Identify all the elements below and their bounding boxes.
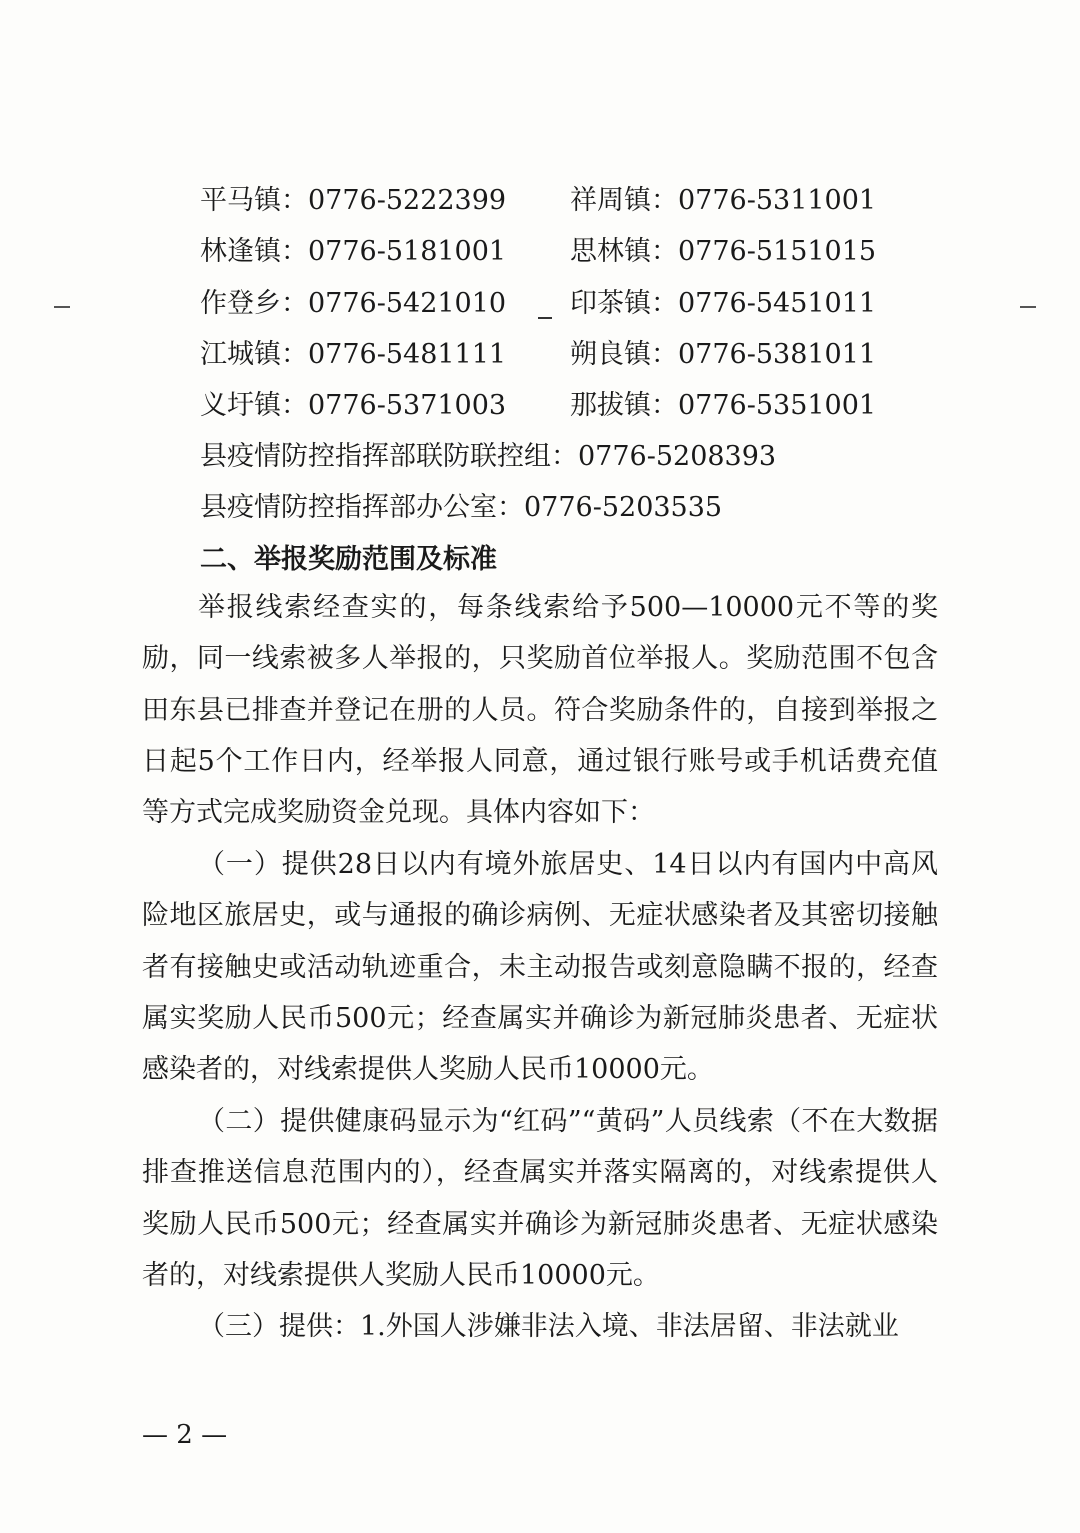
town-name: 印茶镇 [570, 287, 651, 319]
command-label: 县疫情防控指挥部办公室 [200, 492, 497, 523]
contact-entry: 印茶镇：0776-5451011 [570, 287, 877, 319]
town-name: 义圩镇 [200, 390, 281, 422]
phone-number: 0776-5371003 [308, 390, 507, 422]
town-contact-list [200, 178, 920, 434]
phone-number: 0776-5203535 [524, 492, 723, 523]
phone-number: 0776-5421010 [308, 287, 507, 319]
body-paragraph: （三）提供：1.外国人涉嫌非法入境、非法居留、非法就业 [198, 1311, 899, 1342]
phone-number: 0776-5351001 [678, 390, 877, 422]
body-paragraph: （一）提供28日以内有境外旅居史、14日以内有国内中高风险地区旅居史，或与通报的确诊病例、无症状感染者及其密切接触者有接触史或活动轨迹重合，未主动报告或刻意隐瞒不报的，经查属实奖励人民币500元；经查属实并确诊为新冠肺炎患者、无症状感染者的，对线索提供人奖励人民币10000元。 [142, 849, 938, 1086]
contact-row [200, 383, 920, 434]
right-margin-mark [1020, 306, 1036, 308]
town-name: 林逢镇 [200, 236, 281, 268]
phone-number: 0776-5222399 [308, 185, 507, 216]
town-name: 祥周镇 [570, 185, 651, 216]
contact-entry: 林逢镇：0776-5181001 [200, 236, 507, 268]
body-paragraph: （二）提供健康码显示为“红码”“黄码”人员线索（不在大数据排查推送信息范围内的），经查属实并落实隔离的，对线索提供人奖励人民币500元；经查属实并确诊为新冠肺炎患者、无症状感染者的，对线索提供人奖励人民币10000元。 [142, 1106, 938, 1291]
command-label: 县疫情防控指挥部联防联控组 [200, 441, 551, 472]
contact-entry: 江城镇：0776-5481111 [200, 338, 507, 370]
phone-number: 0776-5151015 [678, 236, 877, 268]
contact-entry: 朔良镇：0776-5381011 [570, 338, 877, 370]
command-contact-line: 县疫情防控指挥部联防联控组：0776-5208393 [200, 441, 777, 472]
inline-margin-mark [538, 317, 552, 319]
phone-number: 0776-5481111 [308, 338, 507, 370]
phone-number: 0776-5451011 [678, 287, 877, 319]
left-margin-mark [54, 306, 70, 308]
contact-entry: 平马镇：0776-5222399 [200, 185, 507, 216]
contact-entry: 思林镇：0776-5151015 [570, 236, 877, 268]
contact-row [200, 178, 920, 229]
section-heading: 二、举报奖励范围及标准 [200, 544, 497, 575]
contact-entry: 作登乡：0776-5421010 [200, 287, 507, 319]
command-contact-line: 县疫情防控指挥部办公室：0776-5203535 [200, 492, 723, 523]
contact-row [200, 229, 920, 280]
town-name: 那拔镇 [570, 390, 651, 422]
town-name: 江城镇 [200, 338, 281, 370]
contact-entry: 那拔镇：0776-5351001 [570, 390, 877, 422]
town-name: 朔良镇 [570, 338, 651, 370]
phone-number: 0776-5208393 [578, 441, 777, 472]
contact-row [200, 332, 920, 383]
phone-number: 0776-5311001 [678, 185, 877, 216]
town-name: 思林镇 [570, 236, 651, 268]
town-name: 作登乡 [200, 287, 281, 319]
contact-row [200, 281, 920, 332]
body-paragraph: 举报线索经查实的，每条线索给予500—10000元不等的奖励，同一线索被多人举报的，只奖励首位举报人。奖励范围不包含田东县已排查并登记在册的人员。符合奖励条件的，自接到举报之日起5个工作日内，经举报人同意，通过银行账号或手机话费充值等方式完成奖励资金兑现。具体内容如下： [142, 592, 938, 829]
phone-number: 0776-5381011 [678, 338, 877, 370]
contact-entry: 祥周镇：0776-5311001 [570, 185, 877, 216]
phone-number: 0776-5181001 [308, 236, 507, 268]
town-name: 平马镇 [200, 185, 281, 216]
contact-entry: 义圩镇：0776-5371003 [200, 390, 507, 422]
page-number: — 2 — [142, 1420, 228, 1450]
